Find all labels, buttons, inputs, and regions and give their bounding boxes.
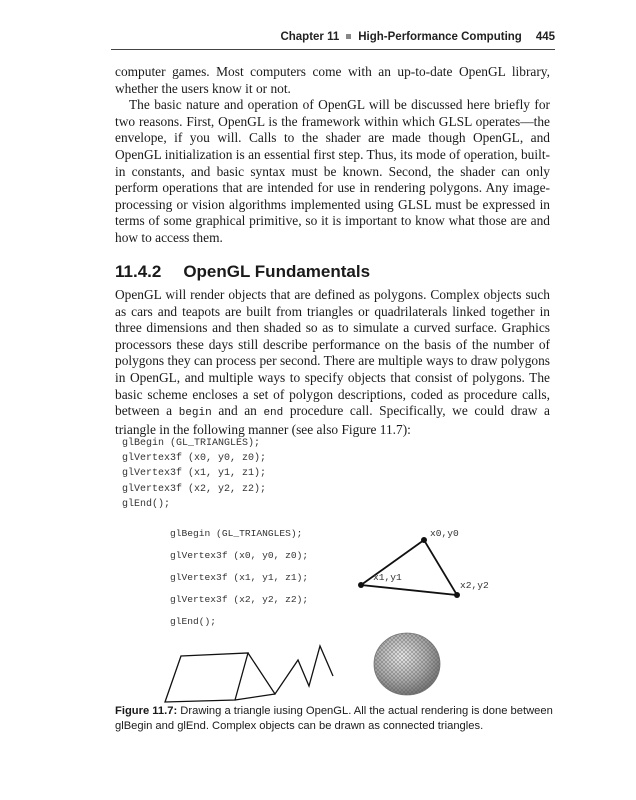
mesh-edge	[235, 694, 275, 700]
paragraph-1: computer games. Most computers come with an up-to-date OpenGL library, whether the users know it or not.	[115, 64, 550, 96]
figure-code-line-2: glVertex3f (x0, y0, z0);	[170, 550, 309, 561]
page-number: 445	[535, 31, 555, 43]
p3-text-3: procedure call. Specifically, we could draw a triangle in the following manner (see also Figure 11.7):	[115, 403, 550, 437]
figure-code-line-1: glBegin (GL_TRIANGLES);	[170, 528, 303, 539]
p3-text-1: OpenGL will render objects that are defined as polygons. Complex objects such as cars and teapots are built from triangles or quadrilaterals linked together in three dimensions and then shaded so as to simulate a curved surface. Graphics processors these days still describe performance on the basis of the number of polygons they can process per second. There are multiple ways to draw polygons in OpenGL, and multiple ways to specify objects that consist of polygons. The basic scheme encloses a set of polygon descriptions, coded as procedure calls, between a	[115, 287, 550, 419]
paragraph-2: The basic nature and operation of OpenGL will be discussed here briefly for two reasons. First, OpenGL is the framework within which GLSL operates—the envelope, if you will. Calls to the shader are made though OpenGL, and OpenGL initialization is an essential first step. Thus, its mode of operation, built-in constants, and basic syntax must be known. Second, the shader can only perform operations that are intended for use in rendering polygons. Any image-processing or vision algorithms implemented using GLSL must be expressed in terms of some graphical primitive, so it is important to know what those are and how to access them.	[115, 97, 550, 245]
figure-code-line-3: glVertex3f (x1, y1, z1);	[170, 572, 309, 583]
inline-code-end: end	[263, 407, 284, 420]
caption-text: Drawing a triangle iusing OpenGL. All the actual rendering is done between glBegin and glEnd. Complex objects can be drawn as connected triangles.	[115, 705, 553, 732]
chapter-title: High-Performance Computing	[358, 31, 522, 43]
sphere-render	[374, 633, 440, 695]
inline-code-begin: begin	[178, 407, 212, 420]
vertex-v2	[454, 592, 460, 598]
code-listing: glBegin (GL_TRIANGLES); glVertex3f (x0, y0, z0); glVertex3f (x1, y1, z1); glVertex3f (x2, y2, z2); glEnd();	[122, 438, 267, 510]
mesh-quad	[165, 653, 248, 702]
chapter-label: Chapter 11	[280, 31, 340, 43]
mesh-strip	[248, 646, 333, 694]
p3-text-2: and an	[218, 403, 257, 419]
vertex-v1	[358, 582, 364, 588]
vertex-v0	[421, 537, 427, 543]
vertex-label-x0: x0,y0	[430, 528, 459, 539]
triangle-shape	[361, 540, 457, 595]
vertex-label-x2: x2,y2	[460, 580, 489, 591]
triangle-diagram	[358, 537, 460, 598]
figure-caption	[115, 704, 555, 734]
section-title: OpenGL Fundamentals	[183, 262, 371, 281]
caption-label: Figure 11.7:	[115, 705, 178, 717]
section-number: 11.4.2	[115, 262, 162, 281]
figure-code-line-5: glEnd();	[170, 616, 217, 627]
vertex-label-x1: x1,y1	[373, 572, 402, 583]
figure-code-line-4: glVertex3f (x2, y2, z2);	[170, 594, 309, 605]
connected-triangles-mesh	[165, 646, 333, 702]
